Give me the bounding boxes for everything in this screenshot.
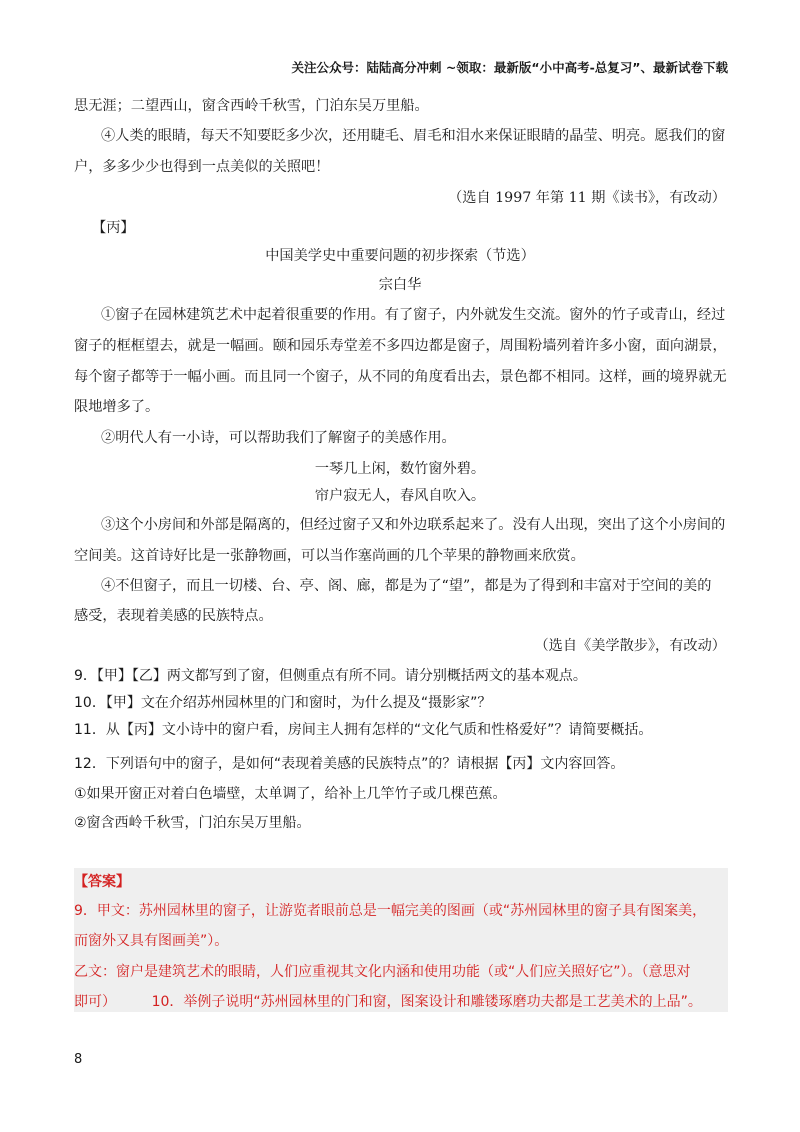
answer-line-1: 9．甲文：苏州园林里的窗子，让游览者眼前总是一幅完美的图画（或“苏州园林里的窗子具有图案美， <box>74 903 707 919</box>
bing-paragraph-3-line-1: ③这个小房间和外部是隔离的，但经过窗子又和外边联系起来了。没有人出现，突出了这个小房间的 <box>101 517 726 533</box>
bing-source: （选自《美学散步》，有改动） <box>534 638 726 654</box>
bing-paragraph-3-line-2: 空间美。这首诗好比是一张静物画，可以当作塞尚画的几个苹果的静物画来欣赏。 <box>74 548 585 564</box>
poem-line-1: 一琴几上闲，数竹窗外碧。 <box>314 461 486 477</box>
bing-author: 宗白华 <box>378 277 422 293</box>
question-12-item-1: ①如果开窗正对着白色墙壁，太单调了，给补上几竿竹子或几棵芭蕉。 <box>74 786 507 802</box>
answer-line-4: 即可） 10．举例子说明“苏州园林里的门和窗，图案设计和雕镂琢磨功夫都是工艺美术的上品”。 <box>74 994 702 1010</box>
bing-paragraph-4-line-1: ④不但窗子，而且一切楼、台、亭、阁、廊，都是为了“望”，都是为了得到和丰富对于空间的美的 <box>101 578 712 594</box>
yi-source: （选自 1997 年第 11 期《读书》，有改动） <box>448 190 726 206</box>
bing-paragraph-1-line-1: ①窗子在园林建筑艺术中起着很重要的作用。有了窗子，内外就发生交流。窗外的竹子或青山，经过 <box>101 307 726 323</box>
bing-paragraph-1-line-3: 每个窗子都等于一幅小画。而且同一个窗子，从不同的角度看出去，景色都不相同。这样，画的境界就无 <box>74 369 727 385</box>
question-10: 10．【甲】文在介绍苏州园林里的门和窗时，为什么提及“摄影家”？ <box>74 695 492 711</box>
question-12: 12．下列语句中的窗子，是如何“表现着美感的民族特点”的？请根据【丙】文内容回答。 <box>74 756 625 772</box>
bing-paragraph-1-line-2: 窗子的框框望去，就是一幅画。颐和园乐寿堂差不多四边都是窗子，周围粉墙列着许多小窗，面向湖景， <box>74 338 727 354</box>
bing-paragraph-4-line-2: 感受，表现着美感的民族特点。 <box>74 608 273 624</box>
page-number: 8 <box>74 1052 83 1067</box>
poem-line-2: 帘户寂无人，春风自吹入。 <box>314 488 486 504</box>
answer-title: 【答案】 <box>74 874 130 890</box>
question-11: 11．从【丙】文小诗中的窗户看，房间主人拥有怎样的“文化气质和性格爱好”？请简要概括。 <box>74 722 653 738</box>
question-9: 9．【甲】【乙】两文都写到了窗，但侧重点有所不同。请分别概括两文的基本观点。 <box>74 668 587 684</box>
bing-title: 中国美学史中重要问题的初步探索（节选） <box>265 248 535 264</box>
answer-line-2: 而窗外又具有图画美”）。 <box>74 933 229 949</box>
answer-line-3: 乙文：窗户是建筑艺术的眼睛，人们应重视其文化内涵和使用功能（或“人们应关照好它”）。（意思对 <box>74 964 691 980</box>
yi-paragraph-4-line-2: 户，多多少少也得到一点美似的关照吧！ <box>74 159 330 175</box>
bing-label: 【丙】 <box>92 220 135 236</box>
question-12-item-2: ②窗含西岭千秋雪，门泊东吴万里船。 <box>74 815 311 831</box>
bing-paragraph-2: ②明代人有一小诗，可以帮助我们了解窗子的美感作用。 <box>101 430 456 446</box>
page-header: 关注公众号：陆陆高分冲刺 ~领取：最新版“小中高考-总复习”、最新试卷下载 <box>291 60 728 75</box>
bing-paragraph-1-line-4: 限地增多了。 <box>74 399 160 415</box>
yi-paragraph-continuation: 思无涯；二望西山，窗含西岭千秋雪，门泊东吴万里船。 <box>74 98 429 114</box>
yi-paragraph-4-line-1: ④人类的眼睛，每天不知要眨多少次，还用睫毛、眉毛和泪水来保证眼睛的晶莹、明亮。愿我们的窗 <box>101 128 726 144</box>
